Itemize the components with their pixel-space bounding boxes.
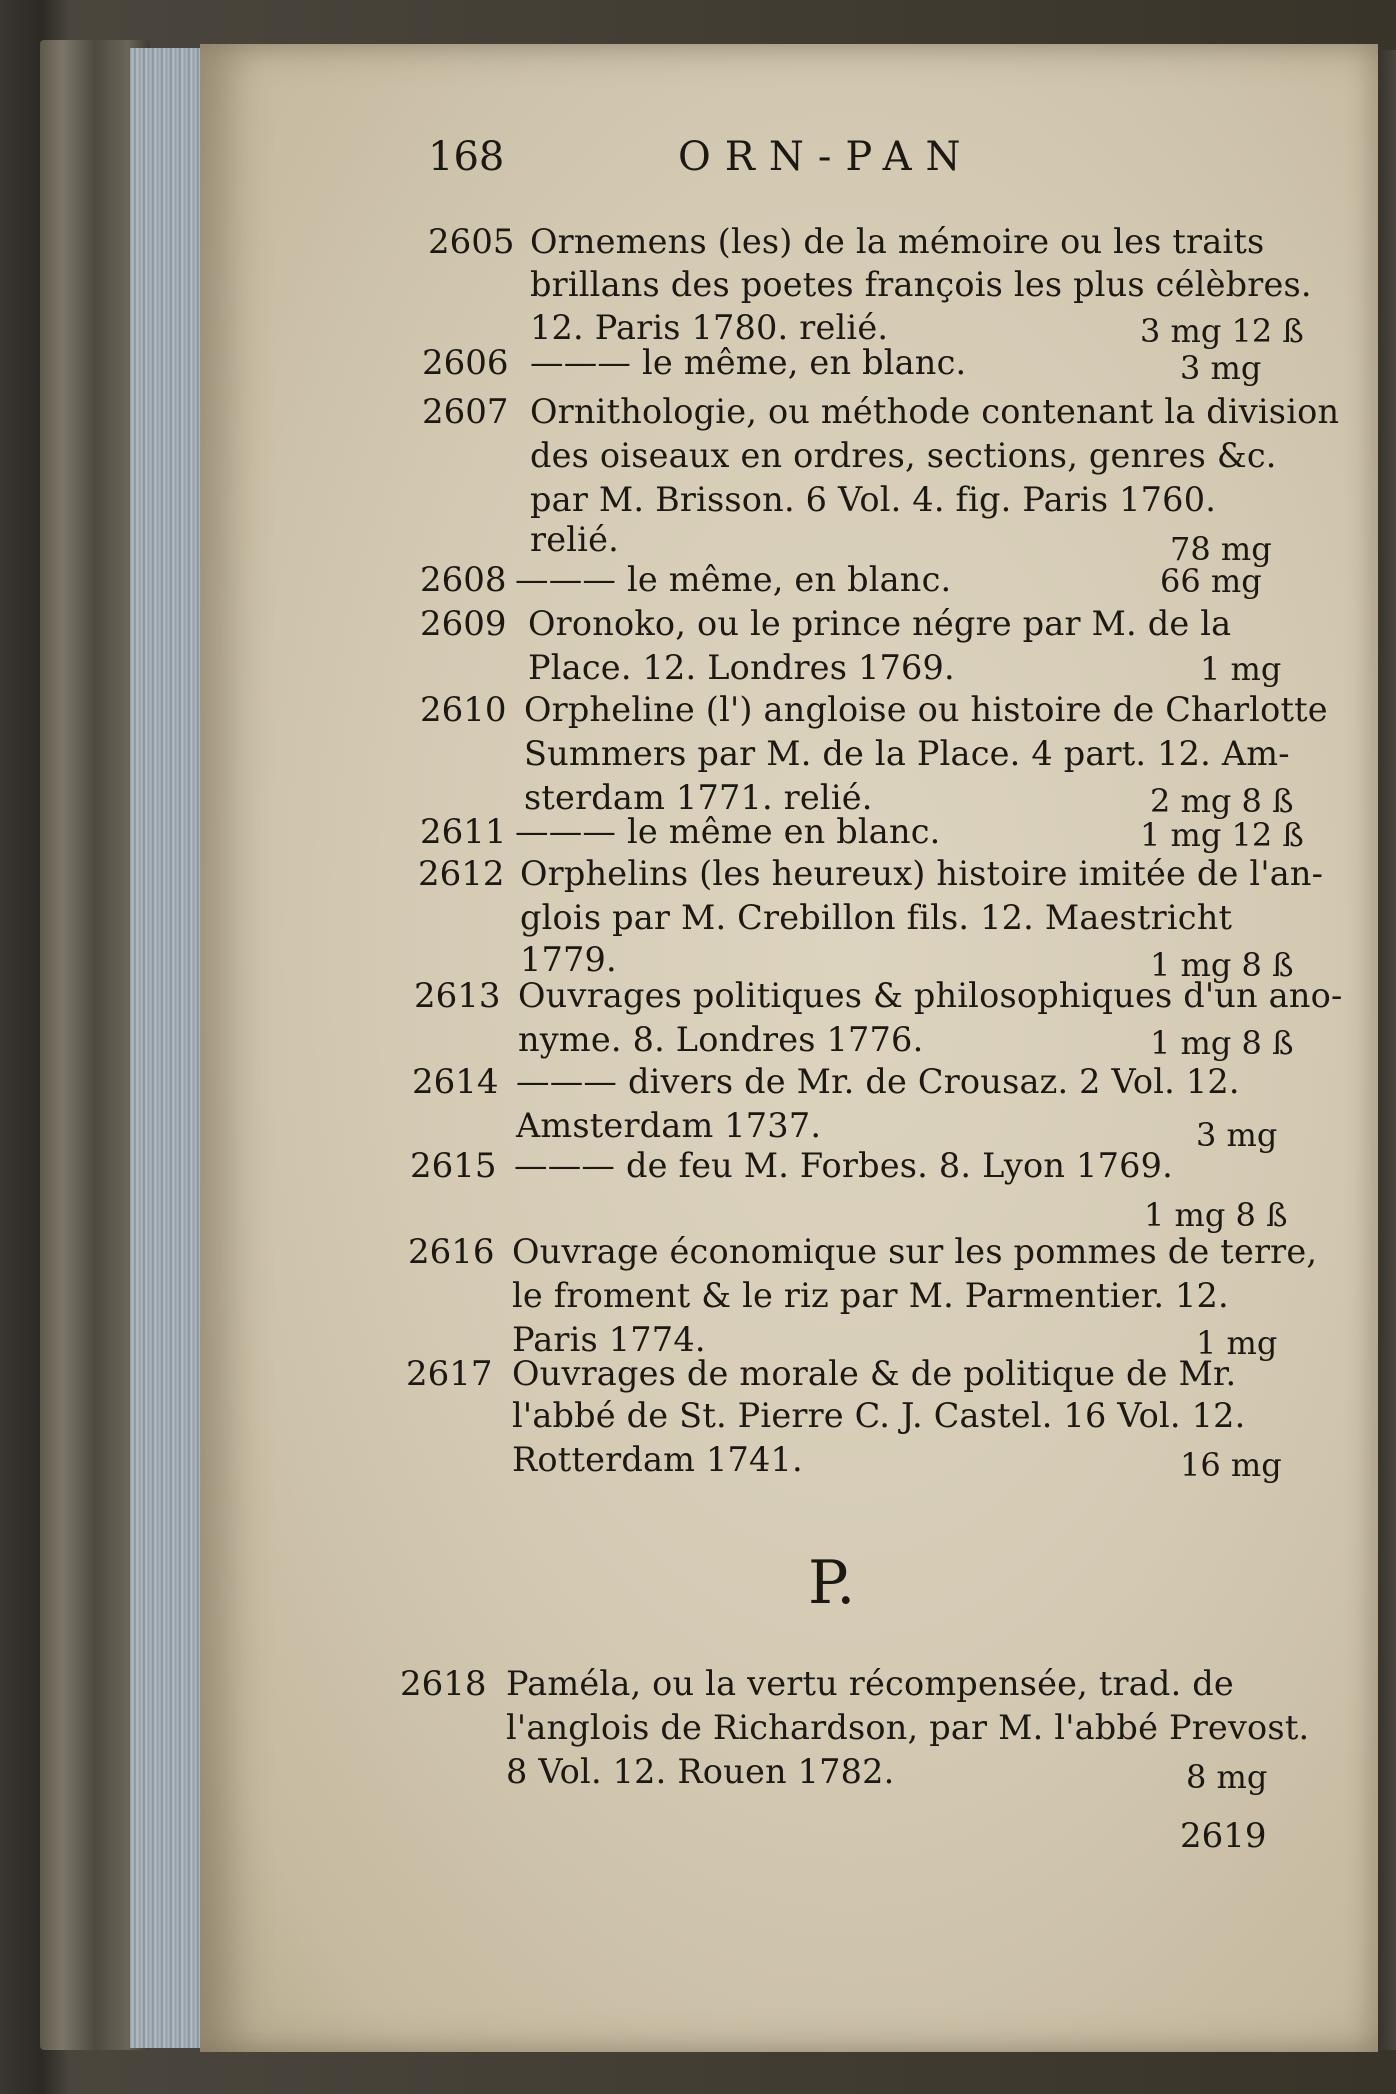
entry-line: Summers par M. de la Place. 4 part. 12. Am- <box>524 734 1290 773</box>
entry-line: ——— le même, en blanc. <box>515 560 952 599</box>
section-letter: P. <box>808 1548 856 1618</box>
entry-number: 2615 <box>410 1146 497 1186</box>
entry-number: 2611 <box>420 812 507 852</box>
entry-price: 16 mg <box>1180 1446 1282 1484</box>
entry-line: Ouvrages politiques & philosophiques d'un ano- <box>518 976 1343 1015</box>
page-header <box>428 134 1328 194</box>
entry-line: Oronoko, ou le prince négre par M. de la <box>528 604 1232 643</box>
entry-line: 1779. <box>520 940 617 979</box>
entry-line: Rotterdam 1741. <box>512 1440 803 1479</box>
entry-price: 2 mg 8 ß <box>1150 782 1294 820</box>
entry-line: nyme. 8. Londres 1776. <box>518 1020 924 1059</box>
entry-number: 2608 <box>420 560 507 600</box>
entry-number: 2610 <box>420 690 507 730</box>
entry-price: 1 mg <box>1200 650 1282 688</box>
entry-line: le froment & le riz par M. Parmentier. 12. <box>512 1276 1229 1315</box>
entry-number: 2614 <box>412 1062 499 1102</box>
entry-line: Place. 12. Londres 1769. <box>528 648 955 687</box>
entry-line: l'anglois de Richardson, par M. l'abbé Prevost. <box>506 1708 1310 1747</box>
entry-line: des oiseaux en ordres, sections, genres &c. <box>530 436 1277 475</box>
entry-price: 3 mg <box>1196 1116 1278 1154</box>
entry-number: 2609 <box>420 604 507 644</box>
entry-line: brillans des poetes françois les plus célèbres. <box>530 265 1312 304</box>
entry-line: l'abbé de St. Pierre C. J. Castel. 16 Vol. 12. <box>512 1396 1246 1435</box>
entry-line: ——— divers de Mr. de Crousaz. 2 Vol. 12. <box>516 1062 1240 1101</box>
entry-price: 3 mg <box>1180 349 1262 387</box>
entry-price: 1 mg 8 ß <box>1150 1024 1294 1062</box>
entry-price: 1 mg <box>1196 1324 1278 1362</box>
page-number: 168 <box>428 134 505 180</box>
entry-line: Ouvrage économique sur les pommes de terre, <box>512 1232 1318 1271</box>
entry-number: 2613 <box>414 976 501 1016</box>
entry-price: 1 mg 12 ß <box>1140 816 1304 854</box>
entry-line: ——— le même en blanc. <box>515 812 941 851</box>
entry-line: 8 Vol. 12. Rouen 1782. <box>506 1752 895 1791</box>
entry-line: Ornithologie, ou méthode contenant la division <box>530 392 1340 431</box>
entry-line: Orphelins (les heureux) histoire imitée de l'an- <box>520 854 1324 893</box>
entry-price: 8 mg <box>1186 1758 1268 1796</box>
entry-number: 2617 <box>406 1354 493 1394</box>
entry-line: par M. Brisson. 6 Vol. 4. fig. Paris 1760. <box>530 480 1217 519</box>
entry-line: Ouvrages de morale & de politique de Mr. <box>512 1354 1237 1393</box>
entry-number: 2612 <box>418 854 505 894</box>
entry-line: 12. Paris 1780. relié. <box>530 308 889 347</box>
entry-line: ——— le même, en blanc. <box>530 343 967 382</box>
entry-line: Paris 1774. <box>512 1320 706 1359</box>
entry-line: ——— de feu M. Forbes. 8. Lyon 1769. <box>514 1146 1173 1185</box>
entry-line: Orpheline (l') angloise ou histoire de Charlotte <box>524 690 1328 729</box>
entry-number: 2606 <box>422 343 509 383</box>
entry-price: 1 mg 8 ß <box>1150 946 1294 984</box>
entry-number: 2616 <box>408 1232 495 1272</box>
entry-line: relié. <box>530 520 619 559</box>
entry-price: 78 mg <box>1170 530 1272 568</box>
catchword: 2619 <box>1180 1816 1267 1856</box>
entry-number: 2618 <box>400 1664 487 1704</box>
entry-price: 1 mg 8 ß <box>1144 1196 1288 1234</box>
entry-price: 66 mg <box>1160 562 1262 600</box>
entry-line: Ornemens (les) de la mémoire ou les traits <box>530 222 1265 261</box>
entry-line: Paméla, ou la vertu récompensée, trad. de <box>506 1664 1234 1703</box>
entry-line: Amsterdam 1737. <box>516 1106 822 1145</box>
entry-number: 2607 <box>422 392 509 432</box>
entry-price: 3 mg 12 ß <box>1140 312 1304 350</box>
entry-line: glois par M. Crebillon fils. 12. Maestricht <box>520 898 1233 937</box>
entry-number: 2605 <box>428 222 515 262</box>
running-head: ORN-PAN <box>678 134 975 180</box>
entry-line: sterdam 1771. relié. <box>524 778 873 817</box>
